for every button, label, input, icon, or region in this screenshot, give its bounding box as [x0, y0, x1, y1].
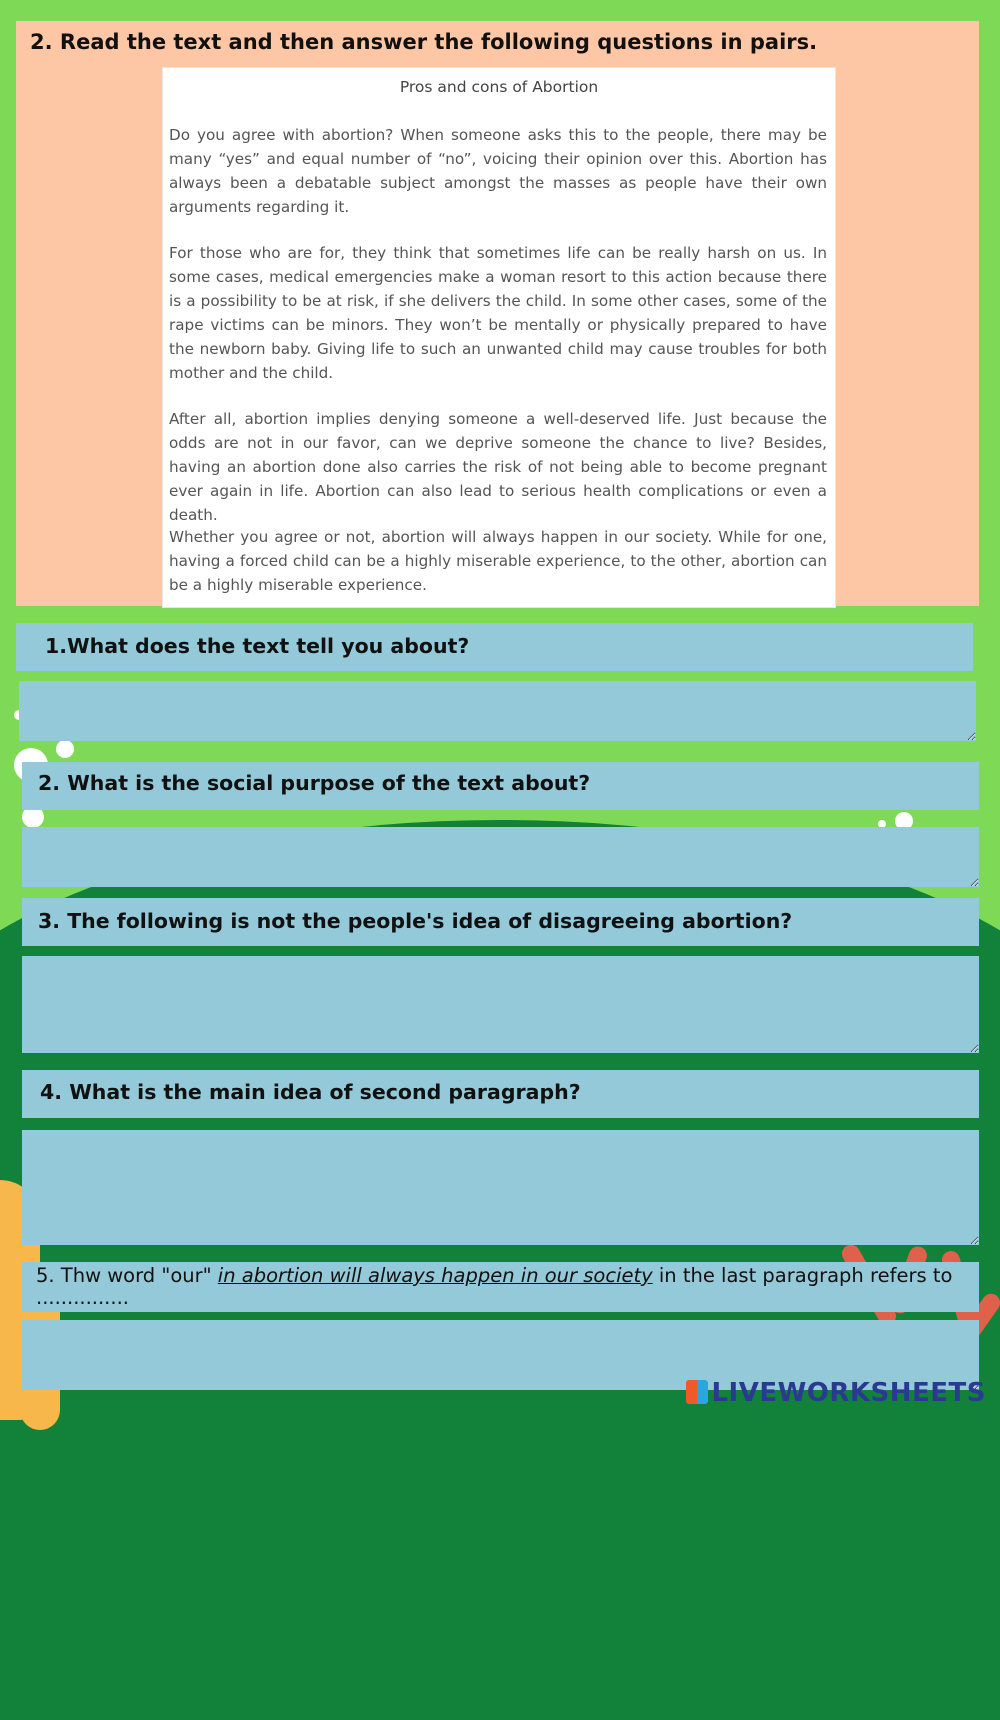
question-1-bar: [16, 623, 973, 671]
answer-4-input[interactable]: [22, 1130, 979, 1245]
question-5-suffix: in the last paragraph refers to ...............: [36, 1264, 953, 1309]
answer-2-input[interactable]: [22, 827, 979, 887]
logo-text: LIVEWORKSHEETS: [711, 1378, 986, 1408]
reading-paragraph-3: After all, abortion implies denying someone a well-deserved life. Just because the odds are not in our favor, can we deprive someone the chance to live? Besides, having an abortion done also carries the risk of not being able to become pregnant ever again in life. Abortion can also lead to serious health complications or even a death.: [169, 410, 827, 524]
question-2-bar: [22, 762, 979, 810]
question-2-text: 2. What is the social purpose of the text about?: [38, 771, 591, 795]
reading-text-image: [162, 67, 836, 608]
bubble-icon: [56, 740, 74, 758]
liveworksheets-logo-icon: [686, 1380, 708, 1404]
reading-paragraph-1: Do you agree with abortion? When someone asks this to the people, there may be many “yes” and equal number of “no”, voicing their opinion over this. Abortion has always been a debatable subject amongst the masses as people have their own arguments regarding it.: [169, 126, 827, 216]
reading-title: Pros and cons of Abortion: [399, 78, 599, 96]
answer-1-input[interactable]: [19, 681, 976, 741]
question-5-prefix: 5. Thw word "our": [36, 1264, 218, 1287]
question-5-underlined-phrase: in abortion will always happen in our society: [217, 1264, 653, 1287]
reading-paragraph-4: Whether you agree or not, abortion will always happen in our society. While for one, having a forced child can be a highly miserable experience, to the other, abortion can be a highly miserable experience.: [169, 528, 827, 594]
question-1-text: 1.What does the text tell you about?: [45, 634, 470, 658]
instruction-heading: 2. Read the text and then answer the following questions in pairs.: [30, 30, 818, 54]
answer-3-input[interactable]: [22, 956, 979, 1053]
question-5-text: [36, 1265, 969, 1309]
question-4-text: 4. What is the main idea of second paragraph?: [40, 1080, 581, 1104]
question-3-bar: [22, 898, 979, 946]
reading-paragraph-2: For those who are for, they think that sometimes life can be really harsh on us. In some cases, medical emergencies make a woman resort to this action because there is a possibility to be at risk, if she delivers the child. In some other cases, some of the rape victims can be minors. They won’t be mentally or physically prepared to have the newborn baby. Giving life to such an unwanted child may cause troubles for both mother and the child.: [169, 244, 827, 382]
question-3-text: 3. The following is not the people's idea of disagreeing abortion?: [38, 909, 793, 933]
liveworksheets-logo: [686, 1378, 986, 1408]
question-4-bar: [22, 1070, 979, 1118]
question-5-bar: [22, 1262, 979, 1312]
